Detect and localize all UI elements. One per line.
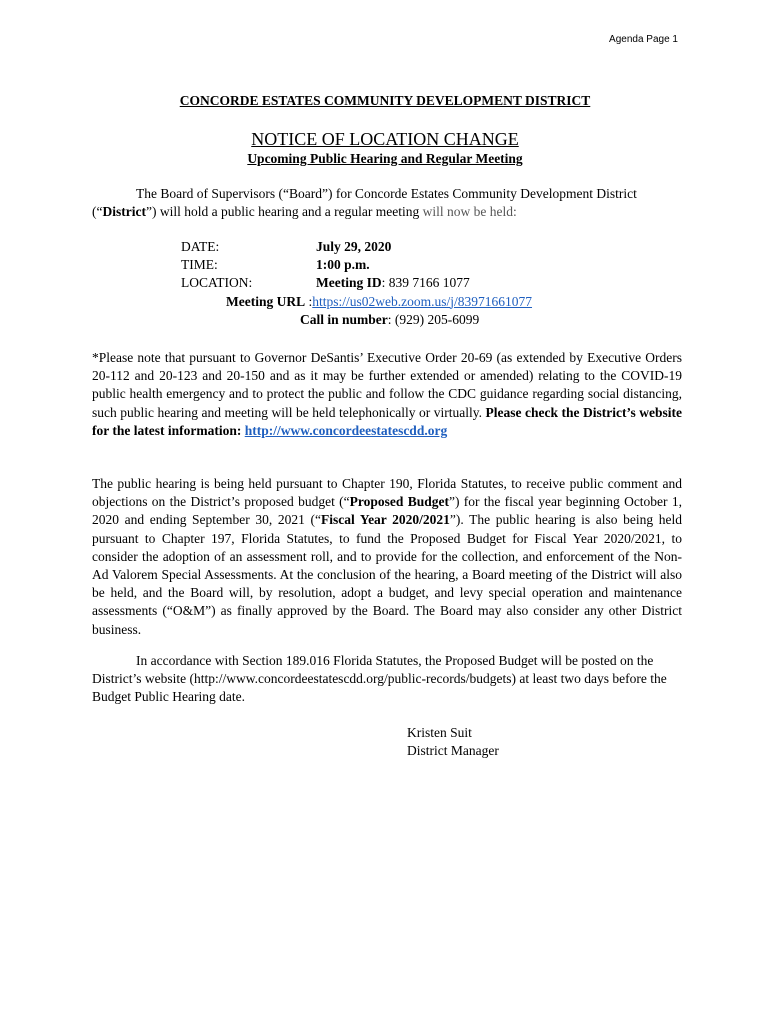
hearing-text-3: ”). The public hearing is also being held pursuant to Chapter 197, Florida Statutes, to fund the Proposed Budget for Fiscal Year 2020/2021, to consider the adoption of an assessment roll, and to provide for the collection, and enforcement of the Non-Ad Valorem Special Assessments. At the conclusion of the hearing, a Board meeting of the District will also be held, and the Board will, by resolution, adopt a budget, and levy special operation and maintenance assessments (“O&M”) as finally approved by the Board. The Board may also consider any other District business. [92,512,682,637]
intro-text-1: The Board of Supervisors (“Board”) for Concorde Estates Community Development District (“ [92,186,637,220]
meeting-url-separator: : [308,293,313,309]
hearing-paragraph [92,475,682,639]
location-row [0,274,770,292]
time-value: 1:00 p.m. [316,257,370,273]
proposed-budget-bold: Proposed Budget [349,494,449,510]
call-in-row [0,311,770,329]
time-row [0,256,770,274]
signature-name: Kristen Suit [407,725,472,740]
organization-name: CONCORDE ESTATES COMMUNITY DEVELOPMENT DISTRICT [179,93,591,108]
page-label: Agenda Page 1 [609,34,678,45]
fiscal-year-bold: Fiscal Year 2020/2021 [320,512,450,528]
covid-notice-text: *Please note that pursuant to Governor DeSantis’ Executive Order 20-69 (as extended by Executive Orders 20-112 and 20-123 and 20-150 and as it may be further extended or amended) relating to the COVID-19 public health emergency and to protect the public and follow the CDC guidance regarding social distancing, such public hearing and meeting will be held telephonically or virtually. [92,350,682,420]
meeting-url [226,293,532,311]
meeting-id-label: Meeting ID [316,275,382,291]
date-label: DATE: [181,239,220,254]
meeting-details [0,238,770,329]
meeting-url-row [0,293,770,311]
time-label: TIME: [181,257,218,273]
signature-role: District Manager [407,743,499,759]
intro-text-2: ”) will hold a public hearing and a regular meeting [145,204,423,220]
intro-text-3: will now be held: [422,204,517,220]
posting-paragraph [92,652,682,707]
call-in [300,311,479,329]
meeting-url-link[interactable]: https://us02web.zoom.us/j/83971661077 [312,293,533,309]
hearing-text-2: ”) for the fiscal year beginning October 1, 2020 and ending September 30, 2021 (“ [92,494,682,528]
meeting-url-label: Meeting URL [226,293,306,309]
intro-district-bold: District [102,204,146,220]
location-label: LOCATION: [181,275,253,291]
notice-subtitle: Upcoming Public Hearing and Regular Meeting [247,151,523,166]
hearing-text-1: The public hearing is being held pursuant to Chapter 190, Florida Statutes, to receive public comment and objections on the District’s proposed budget (“ [92,476,682,510]
district-website-link[interactable]: http://www.concordeestatescdd.org [244,422,448,438]
intro-paragraph [92,185,682,221]
date-value: July 29, 2020 [316,239,392,254]
notice-title: NOTICE OF LOCATION CHANGE [251,129,519,149]
covid-notice-paragraph [92,349,682,440]
posting-text: In accordance with Section 189.016 Florida Statutes, the Proposed Budget will be posted on the District’s website (http://www.concordeestatescdd.org/public-records/budgets) at least two days before the Budget Public Hearing date. [92,653,667,705]
date-row [0,238,770,256]
meeting-id-value: : 839 7166 1077 [381,275,470,291]
signature-block [407,724,499,760]
meeting-id [316,274,470,292]
call-in-value: : (929) 205-6099 [387,311,480,327]
covid-notice-bold: Please check the District’s website for the latest information: [92,404,682,438]
call-in-label: Call in number [300,311,388,327]
